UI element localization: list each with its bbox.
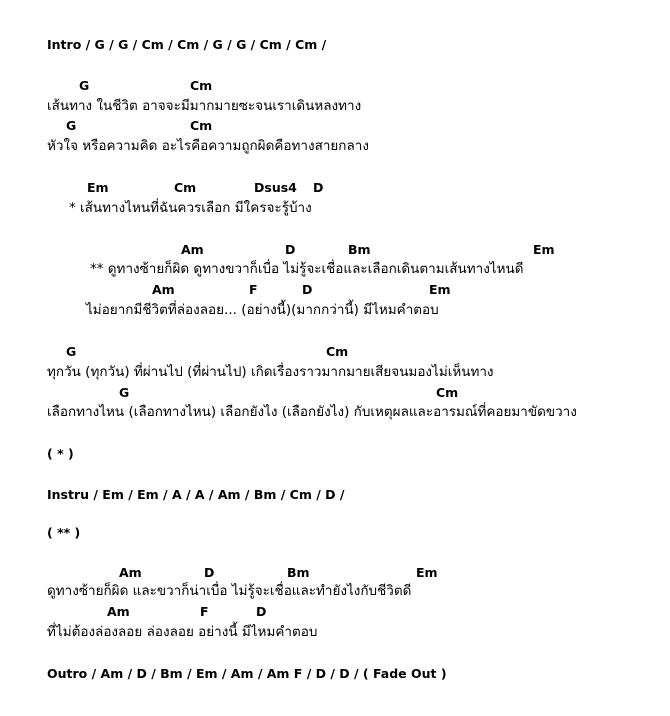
chord: G bbox=[66, 118, 77, 133]
chord: Bm bbox=[348, 242, 371, 257]
chord: Cm bbox=[174, 180, 197, 195]
lyric-line: เส้นทาง ในชีวิต อาจจะมีมากมายซะจนเราเดินหลงทาง bbox=[47, 98, 362, 114]
chord: Cm bbox=[190, 118, 213, 133]
lyric-line: ** ดูทางซ้ายก็ผิด ดูทางขวาก็เบื่อ ไม่รู้จะเชื่อและเลือกเดินตามเส้นทางไหนดี bbox=[90, 261, 524, 277]
chord: D bbox=[204, 565, 215, 580]
chord: Am bbox=[107, 604, 130, 619]
instrumental-line: Instru / Em / Em / A / A / Am / Bm / Cm / D / bbox=[47, 487, 345, 502]
chord: Em bbox=[87, 180, 109, 195]
intro-line: Intro / G / G / Cm / Cm / G / G / Cm / Cm / bbox=[47, 37, 327, 52]
chord: Em bbox=[429, 282, 451, 297]
chord: Dsus4 bbox=[254, 180, 297, 195]
lyric-line: ที่ไม่ต้องล่องลอย ล่องลอย อย่างนี้ มีไหมคำตอบ bbox=[47, 624, 318, 640]
chord: Cm bbox=[326, 344, 349, 359]
chord: G bbox=[79, 78, 90, 93]
repeat-chorus1-marker: ( * ) bbox=[47, 446, 74, 461]
chord: Am bbox=[181, 242, 204, 257]
lyric-line: ดูทางซ้ายก็ผิด และขวาก็น่าเบื่อ ไม่รู้จะเชื่อและทำยังไงกับชีวิตดี bbox=[47, 583, 412, 599]
lyric-line: เลือกทางไหน (เลือกทางไหน) เลือกยังไง (เลือกยังไง) กับเหตุผลและอารมณ์ที่คอยมาขัดขวาง bbox=[47, 404, 577, 420]
chord: F bbox=[200, 604, 209, 619]
chord: F bbox=[249, 282, 258, 297]
lyric-line: หัวใจ หรือความคิด อะไรคือความถูกผิดคือทางสายกลาง bbox=[47, 138, 369, 154]
repeat-chorus2-marker: ( ** ) bbox=[47, 525, 81, 540]
lyric-line: ทุกวัน (ทุกวัน) ที่ผ่านไป (ที่ผ่านไป) เกิดเรื่องราวมากมายเสียจนมองไม่เห็นทาง bbox=[47, 364, 494, 380]
chord: Bm bbox=[287, 565, 310, 580]
chord: Em bbox=[533, 242, 555, 257]
chord: G bbox=[66, 344, 77, 359]
outro-line: Outro / Am / D / Bm / Em / Am / Am F / D / D / ( Fade Out ) bbox=[47, 666, 447, 681]
chord: D bbox=[285, 242, 296, 257]
chord: Cm bbox=[436, 385, 459, 400]
chord: Cm bbox=[190, 78, 213, 93]
chord: Am bbox=[119, 565, 142, 580]
chord: D bbox=[256, 604, 267, 619]
chord: G bbox=[119, 385, 130, 400]
chord: D bbox=[302, 282, 313, 297]
chord: D bbox=[313, 180, 324, 195]
chord: Em bbox=[416, 565, 438, 580]
lyric-line: ไม่อยากมีชีวิตที่ล่องลอย... (อย่างนี้)(มากกว่านี้) มีไหมคำตอบ bbox=[86, 302, 439, 318]
chord: Am bbox=[152, 282, 175, 297]
lyric-line: * เส้นทางไหนที่ฉันควรเลือก มีใครจะรู้บ้าง bbox=[69, 200, 312, 216]
